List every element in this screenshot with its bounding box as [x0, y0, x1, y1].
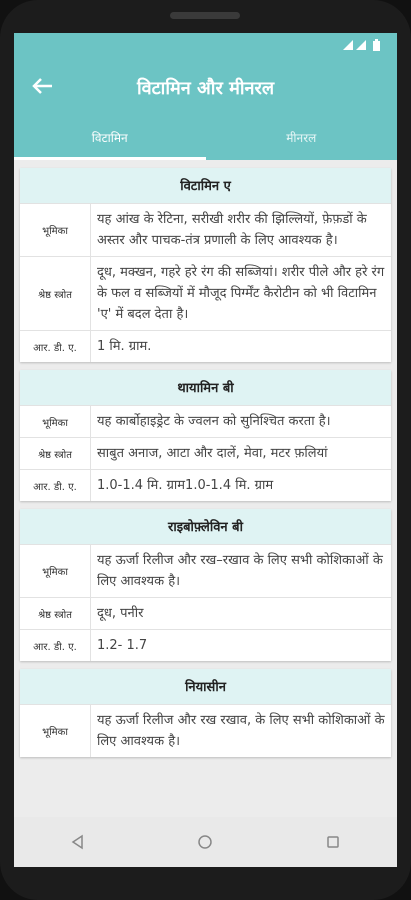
role-label: भूमिका	[20, 545, 91, 597]
vitamin-card	[20, 509, 391, 661]
rda-value: 1.0-1.4 मि. ग्राम1.0-1.4 मि. ग्राम	[97, 478, 274, 493]
table-row	[20, 469, 391, 501]
sources-label: श्रेष्ठ स्त्रोत	[20, 438, 91, 469]
vitamin-card	[20, 168, 391, 362]
app-bar	[14, 58, 397, 120]
table-row	[20, 256, 391, 330]
role-value: यह कार्बोहाइड्रेट के ज्वलन को सुनिश्चित करता है।	[97, 414, 331, 429]
sources-value: साबुत अनाज, आटा और दालें, मेवा, मटर फ़लियां	[97, 446, 328, 461]
table-row	[20, 544, 391, 597]
vitamin-card	[20, 669, 391, 757]
role-label: भूमिका	[20, 204, 91, 256]
rda-value: 1 मि. ग्राम.	[97, 339, 152, 354]
role-label: भूमिका	[20, 406, 91, 437]
tab-bar	[14, 120, 397, 160]
vitamin-card	[20, 370, 391, 501]
status-bar	[14, 33, 397, 58]
nav-back-icon[interactable]	[58, 827, 98, 857]
table-row	[20, 405, 391, 437]
nav-home-icon[interactable]	[185, 827, 225, 857]
role-value: यह ऊर्जा रिलीज और रख–रखाव के लिए सभी कोशिकाओं के लिए आवश्यक है।	[97, 553, 383, 589]
signal-battery-icon	[343, 39, 385, 51]
rda-value: 1.2- 1.7	[97, 638, 148, 653]
table-row	[20, 629, 391, 661]
rda-label: आर. डी. ए.	[20, 470, 91, 501]
card-title: राइबोफ़्लेविन बी	[20, 509, 391, 544]
speaker-grille	[170, 12, 240, 19]
table-row	[20, 330, 391, 362]
card-title: नियासीन	[20, 669, 391, 704]
tab-vitamins[interactable]: विटामिन	[14, 120, 206, 160]
tab-minerals[interactable]: मीनरल	[286, 131, 317, 145]
card-title: थायामिन बी	[20, 370, 391, 405]
sources-label: श्रेष्ठ स्त्रोत	[20, 257, 91, 330]
screen	[14, 33, 397, 867]
table-row	[20, 203, 391, 256]
table-row	[20, 704, 391, 757]
status-icons	[343, 39, 385, 54]
sources-label: श्रेष्ठ स्त्रोत	[20, 598, 91, 629]
role-label: भूमिका	[20, 705, 91, 757]
sources-value: दूध, मक्खन, गहरे हरे रंग की सब्जियां। शरीर पीले और हरे रंग के फल व सब्जियों में मौजूद पिर्ग्मेंट कैरोटीन को भी विटामिन 'ए' में बदल देता है।	[97, 265, 385, 322]
role-value: यह ऊर्जा रिलीज और रख रखाव, के लिए सभी कोशिकाओं के लिए आवश्यक है।	[97, 713, 385, 749]
card-title: विटामिन ए	[20, 168, 391, 203]
sources-value: दूध, पनीर	[97, 606, 144, 621]
role-value: यह आंख के रेटिना, सरीखी शरीर की झिल्लियों, फ़ेफ़डों के अस्तर और पाचक-तंत्र प्रणाली के लिए आवश्यक है।	[97, 212, 367, 248]
table-row	[20, 597, 391, 629]
page-title: विटामिन और मीनरल	[136, 78, 275, 99]
table-row	[20, 437, 391, 469]
rda-label: आर. डी. ए.	[20, 331, 91, 362]
vitamin-list[interactable]	[14, 160, 397, 817]
nav-recents-icon[interactable]	[313, 827, 353, 857]
system-nav-bar	[14, 817, 397, 867]
rda-label: आर. डी. ए.	[20, 630, 91, 661]
